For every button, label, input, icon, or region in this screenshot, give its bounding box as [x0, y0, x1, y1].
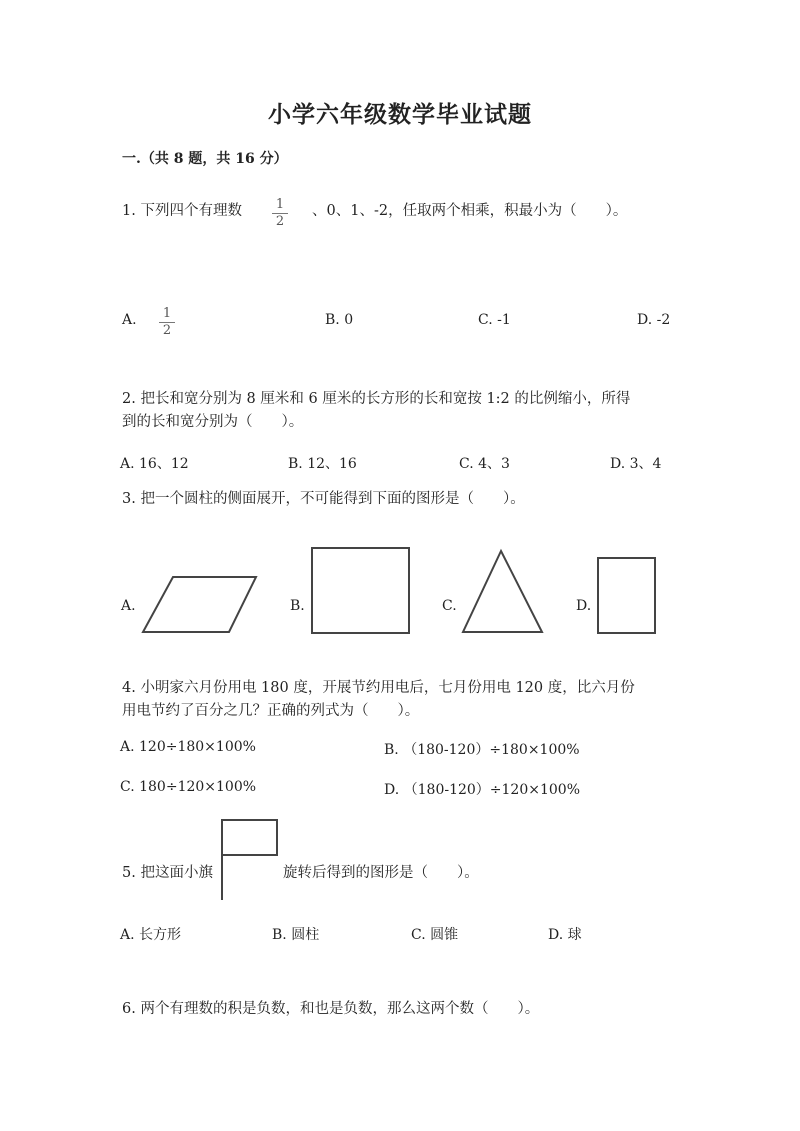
q5-option-d[interactable]: D. 球 — [548, 927, 582, 943]
q5-option-a[interactable]: A. 长方形 — [120, 927, 182, 943]
question-3-text: 3. 把一个圆柱的侧面展开，不可能得到下面的图形是（ ）。 — [122, 491, 525, 507]
q3-option-d[interactable]: D. — [576, 598, 592, 614]
q2-option-a[interactable]: A. 16、12 — [120, 456, 189, 472]
question-2-line-1: 2. 把长和宽分别为 8 厘米和 6 厘米的长方形的长和宽按 1:2 的比例缩小，所得 — [122, 391, 631, 407]
question-6-text: 6. 两个有理数的积是负数，和也是负数，那么这两个数（ ）。 — [122, 1001, 540, 1017]
question-1-fraction — [272, 198, 288, 229]
question-4-line-2: 用电节约了百分之几？正确的列式为（ ）。 — [122, 703, 420, 719]
q3-option-a[interactable]: A. — [121, 598, 136, 614]
question-2-line-2: 到的长和宽分别为（ ）。 — [122, 414, 304, 430]
q3-option-b[interactable]: B. — [290, 598, 305, 614]
q4-option-b[interactable]: B. （180-120）÷180×100% — [384, 742, 580, 758]
q1-option-c[interactable]: C. -1 — [478, 312, 511, 328]
question-1-text-before: 1. 下列四个有理数 — [122, 203, 242, 219]
square-shape — [310, 546, 412, 636]
q1-option-d[interactable]: D. -2 — [637, 312, 671, 328]
q4-option-a[interactable]: A. 120÷180×100% — [120, 739, 256, 755]
q3-option-c[interactable]: C. — [442, 598, 457, 614]
q1-option-b[interactable]: B. 0 — [325, 312, 354, 328]
fraction-denominator: 2 — [162, 323, 172, 338]
q5-option-c[interactable]: C. 圆锥 — [411, 927, 459, 943]
section-header: 一.（共 8 题，共 16 分） — [122, 151, 288, 167]
question-5-text-after: 旋转后得到的图形是（ ）。 — [283, 865, 479, 881]
q4-option-d[interactable]: D. （180-120）÷120×100% — [384, 782, 581, 798]
q1-option-a-fraction — [159, 307, 175, 338]
fraction-denominator: 2 — [275, 214, 285, 229]
fraction-numerator: 1 — [275, 197, 285, 212]
fraction-numerator: 1 — [162, 306, 172, 321]
q2-option-b[interactable]: B. 12、16 — [288, 456, 357, 472]
rectangle-shape — [596, 556, 658, 636]
parallelogram-shape — [140, 574, 260, 636]
q2-option-c[interactable]: C. 4、3 — [459, 456, 510, 472]
q5-option-b[interactable]: B. 圆柱 — [272, 927, 320, 943]
question-5-text-before: 5. 把这面小旗 — [122, 865, 213, 881]
question-4-line-1: 4. 小明家六月份用电 180 度，开展节约用电后，七月份用电 120 度，比六月份 — [122, 680, 635, 696]
triangle-shape — [460, 548, 546, 636]
q1-option-a[interactable]: A. — [122, 312, 137, 328]
question-1-text-after: 、0、1、-2，任取两个相乘，积最小为（ ）。 — [312, 203, 628, 219]
q2-option-d[interactable]: D. 3、4 — [610, 456, 662, 472]
page-title: 小学六年级数学毕业试题 — [268, 101, 532, 128]
flag-icon — [220, 818, 280, 902]
q4-option-c[interactable]: C. 180÷120×100% — [120, 779, 257, 795]
